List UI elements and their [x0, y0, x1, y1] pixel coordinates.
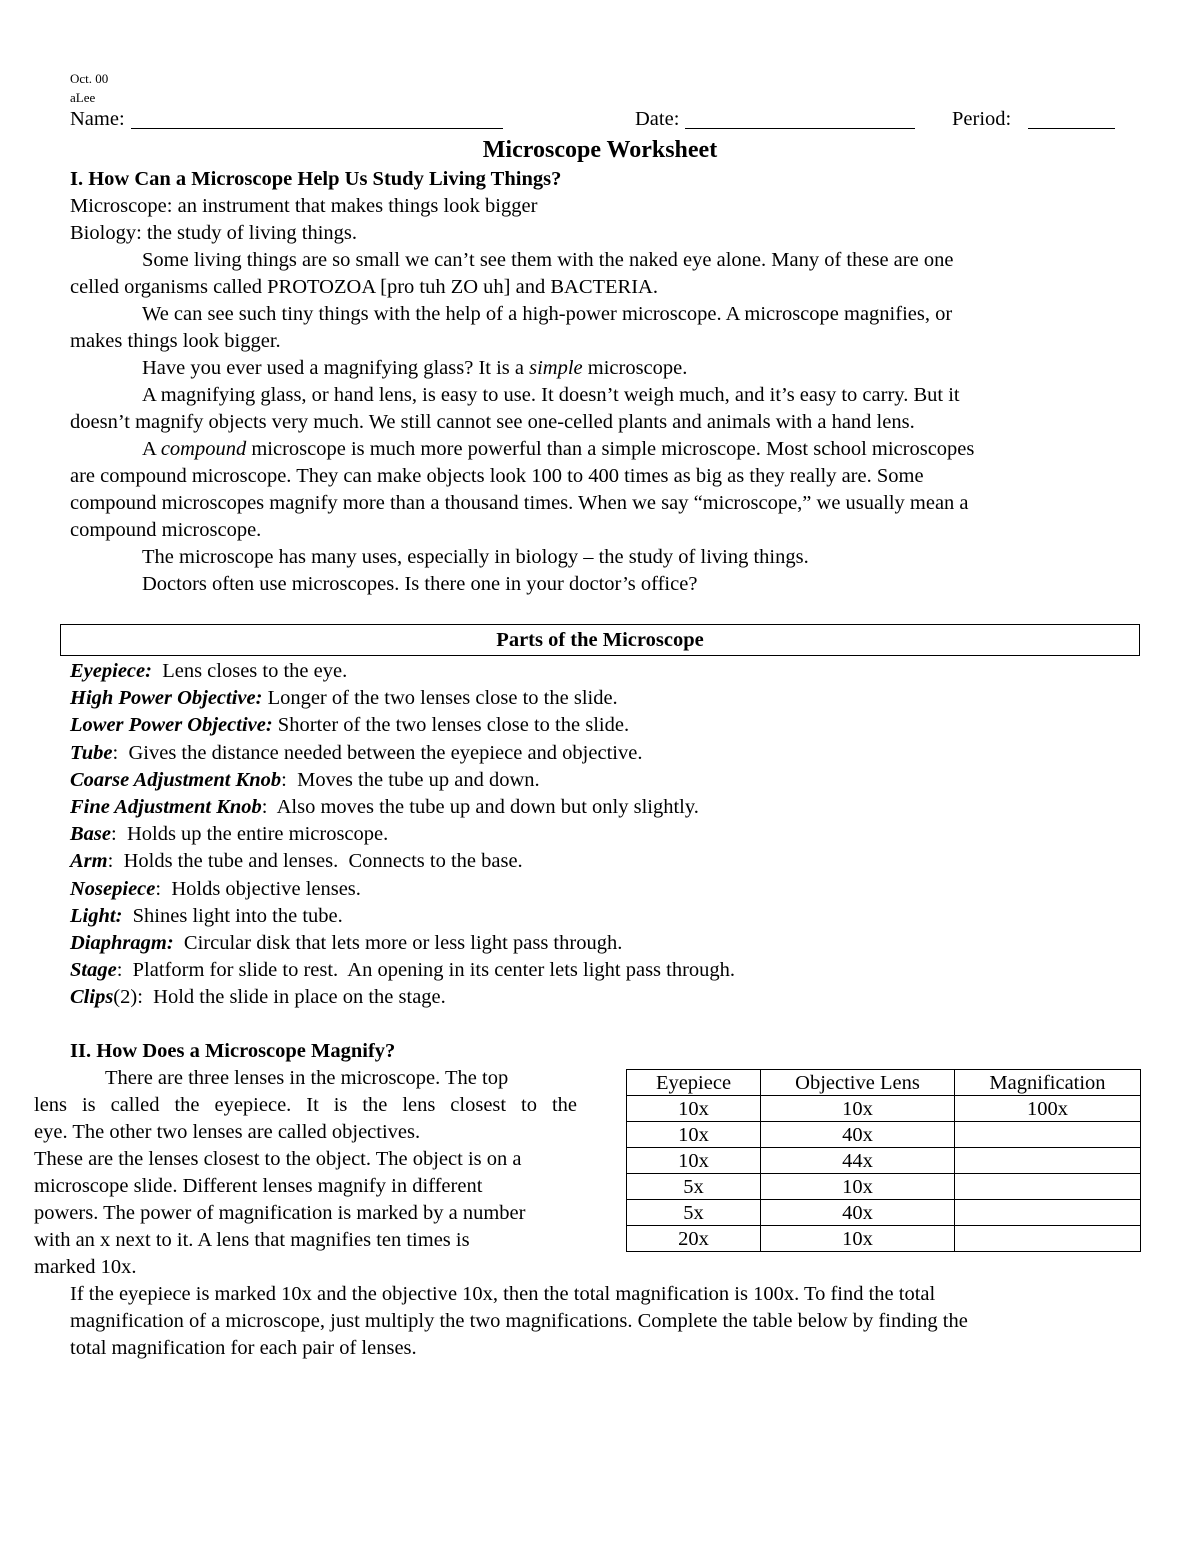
part-term: High Power Objective:: [70, 687, 263, 710]
paragraph-line: [142, 436, 974, 463]
eyepiece-cell: 20x: [627, 1226, 761, 1252]
part-definition: [70, 712, 629, 739]
magnification-cell[interactable]: [955, 1148, 1141, 1174]
part-description: Shines light into the tube.: [122, 904, 343, 927]
part-separator: :: [155, 877, 162, 900]
paragraph-line: total magnification for each pair of lenses.: [70, 1337, 417, 1359]
part-separator: :: [281, 768, 287, 791]
text-run: microscope.: [582, 357, 688, 379]
part-separator: :: [112, 741, 119, 764]
part-definition: [70, 984, 446, 1011]
header-magnification: Magnification: [955, 1070, 1141, 1096]
eyepiece-cell: 10x: [627, 1122, 761, 1148]
paragraph-line: compound microscope.: [70, 519, 262, 541]
objective-cell: 10x: [761, 1096, 955, 1122]
part-term: Base: [70, 823, 111, 846]
paragraph-line: Biology: the study of living things.: [70, 222, 358, 244]
paragraph-line: We can see such tiny things with the help of a high-power microscope. A microscope magnifies, or: [142, 303, 953, 325]
part-definition: [70, 903, 343, 930]
part-description: Also moves the tube up and down but only slightly.: [267, 796, 699, 818]
part-term: Arm: [70, 850, 108, 873]
paragraph-line: There are three lenses in the microscope. The top: [105, 1067, 509, 1089]
part-separator: (2):: [113, 986, 143, 1009]
paragraph-line: Doctors often use microscopes. Is there one in your doctor’s office?: [142, 573, 698, 595]
paragraph-line: eye. The other two lenses are called objectives.: [34, 1121, 421, 1143]
paragraph-line: doesn’t magnify objects very much. We still cannot see one-celled plants and animals with a hand lens.: [70, 411, 915, 433]
part-separator: :: [261, 796, 268, 818]
magnification-cell[interactable]: [955, 1174, 1141, 1200]
paragraph-line: marked 10x.: [34, 1256, 137, 1278]
paragraph-line: Some living things are so small we can’t see them with the naked eye alone. Many of these are one: [142, 249, 954, 271]
part-description: Hold the slide in place on the stage.: [142, 986, 446, 1009]
table-row: [627, 1174, 1141, 1200]
paragraph-line: lens is called the eyepiece. It is the lens closest to the: [34, 1094, 577, 1116]
section2-heading: II. How Does a Microscope Magnify?: [70, 1040, 396, 1062]
part-description: Platform for slide to rest. An opening in its center lets light pass through.: [122, 959, 736, 982]
text-run: microscope is much more powerful than a simple microscope. Most school microscopes: [246, 438, 975, 460]
part-definition: [70, 685, 618, 712]
name-label: Name:: [70, 108, 125, 130]
part-term: Light:: [70, 904, 123, 927]
part-definition: [70, 767, 540, 794]
part-description: Moves the tube up and down.: [286, 768, 540, 791]
objective-cell: 10x: [761, 1174, 955, 1200]
paragraph-line: magnification of a microscope, just multiply the two magnifications. Complete the table below by finding the: [70, 1310, 968, 1332]
table-header-row: [627, 1070, 1141, 1096]
part-term: Tube: [70, 741, 113, 764]
date-field[interactable]: [685, 128, 915, 129]
part-term: Coarse Adjustment Knob: [70, 768, 282, 791]
part-term: Lower Power Objective:: [70, 714, 273, 737]
magnification-cell[interactable]: 100x: [955, 1096, 1141, 1122]
part-term: Clips: [70, 986, 114, 1009]
emphasis-compound: compound: [160, 438, 247, 460]
magnification-cell[interactable]: [955, 1200, 1141, 1226]
paragraph-line: If the eyepiece is marked 10x and the objective 10x, then the total magnification is 100x. To find the total: [70, 1283, 936, 1305]
part-term: Fine Adjustment Knob: [70, 796, 262, 818]
paragraph-line: celled organisms called PROTOZOA [pro tuh ZO uh] and BACTERIA.: [70, 276, 658, 298]
paragraph-line: [142, 355, 687, 382]
author-note: aLee: [70, 90, 96, 105]
parts-heading-box: Parts of the Microscope: [60, 624, 1140, 656]
part-definition: [70, 957, 735, 984]
paragraph-line: microscope slide. Different lenses magnify in different: [34, 1175, 483, 1197]
table-row: [627, 1226, 1141, 1252]
part-separator: :: [116, 959, 123, 982]
objective-cell: 10x: [761, 1226, 955, 1252]
part-definition: [70, 848, 523, 875]
part-definition: [70, 930, 622, 957]
header-eyepiece: Eyepiece: [627, 1070, 761, 1096]
date-label: Date:: [635, 108, 680, 130]
page-title: Microscope Worksheet: [482, 137, 718, 163]
part-separator: :: [111, 823, 117, 846]
eyepiece-cell: 10x: [627, 1096, 761, 1122]
period-label: Period:: [952, 108, 1012, 130]
paragraph-line: These are the lenses closest to the object. The object is on a: [34, 1148, 522, 1170]
paragraph-line: The microscope has many uses, especially in biology – the study of living things.: [142, 546, 809, 568]
part-description: Circular disk that lets more or less light pass through.: [173, 932, 623, 954]
table-row: [627, 1200, 1141, 1226]
name-field[interactable]: [131, 128, 503, 129]
part-definition: [70, 658, 347, 685]
part-description: Holds up the entire microscope.: [116, 823, 389, 846]
part-description: Holds objective lenses.: [161, 877, 361, 900]
paragraph-line: A magnifying glass, or hand lens, is easy to use. It doesn’t weigh much, and it’s easy to carry. But it: [142, 384, 960, 406]
text-run: Have you ever used a magnifying glass? It is a: [142, 357, 530, 379]
eyepiece-cell: 10x: [627, 1148, 761, 1174]
paragraph-line: makes things look bigger.: [70, 330, 281, 352]
part-description: Shorter of the two lenses close to the slide.: [272, 714, 630, 737]
eyepiece-cell: 5x: [627, 1200, 761, 1226]
part-description: Longer of the two lenses close to the slide.: [262, 687, 618, 710]
part-definition: [70, 876, 361, 903]
table-row: [627, 1148, 1141, 1174]
paragraph-line: Microscope: an instrument that makes things look bigger: [70, 195, 538, 217]
date-note: Oct. 00: [70, 71, 109, 86]
paragraph-line: with an x next to it. A lens that magnifies ten times is: [34, 1229, 470, 1251]
header-objective-lens: Objective Lens: [761, 1070, 955, 1096]
part-separator: :: [107, 850, 114, 873]
objective-cell: 44x: [761, 1148, 955, 1174]
paragraph-line: powers. The power of magnification is marked by a number: [34, 1202, 526, 1224]
part-description: Holds the tube and lenses. Connects to the base.: [113, 850, 523, 873]
magnification-cell[interactable]: [955, 1122, 1141, 1148]
emphasis-simple: simple: [529, 357, 583, 379]
objective-cell: 40x: [761, 1122, 955, 1148]
part-term: Nosepiece: [70, 877, 156, 900]
text-run: A: [142, 438, 161, 460]
magnification-cell[interactable]: [955, 1226, 1141, 1252]
part-term: Stage: [70, 959, 117, 982]
paragraph-line: compound microscopes magnify more than a thousand times. When we say “microscope,” we usually mean a: [70, 492, 969, 514]
magnification-table: [626, 1069, 1141, 1252]
table-row: [627, 1122, 1141, 1148]
part-definition: [70, 794, 699, 821]
period-field[interactable]: [1028, 128, 1115, 129]
part-definition: [70, 740, 642, 767]
part-description: Lens closes to the eye.: [151, 660, 348, 682]
part-term: Eyepiece:: [70, 660, 152, 682]
part-description: Gives the distance needed between the eyepiece and objective.: [118, 741, 643, 764]
part-term: Diaphragm:: [70, 932, 174, 954]
paragraph-line: are compound microscope. They can make objects look 100 to 400 times as big as they really are. Some: [70, 465, 924, 487]
eyepiece-cell: 5x: [627, 1174, 761, 1200]
section1-heading: I. How Can a Microscope Help Us Study Living Things?: [70, 168, 562, 190]
part-definition: [70, 821, 388, 848]
objective-cell: 40x: [761, 1200, 955, 1226]
table-row: [627, 1096, 1141, 1122]
